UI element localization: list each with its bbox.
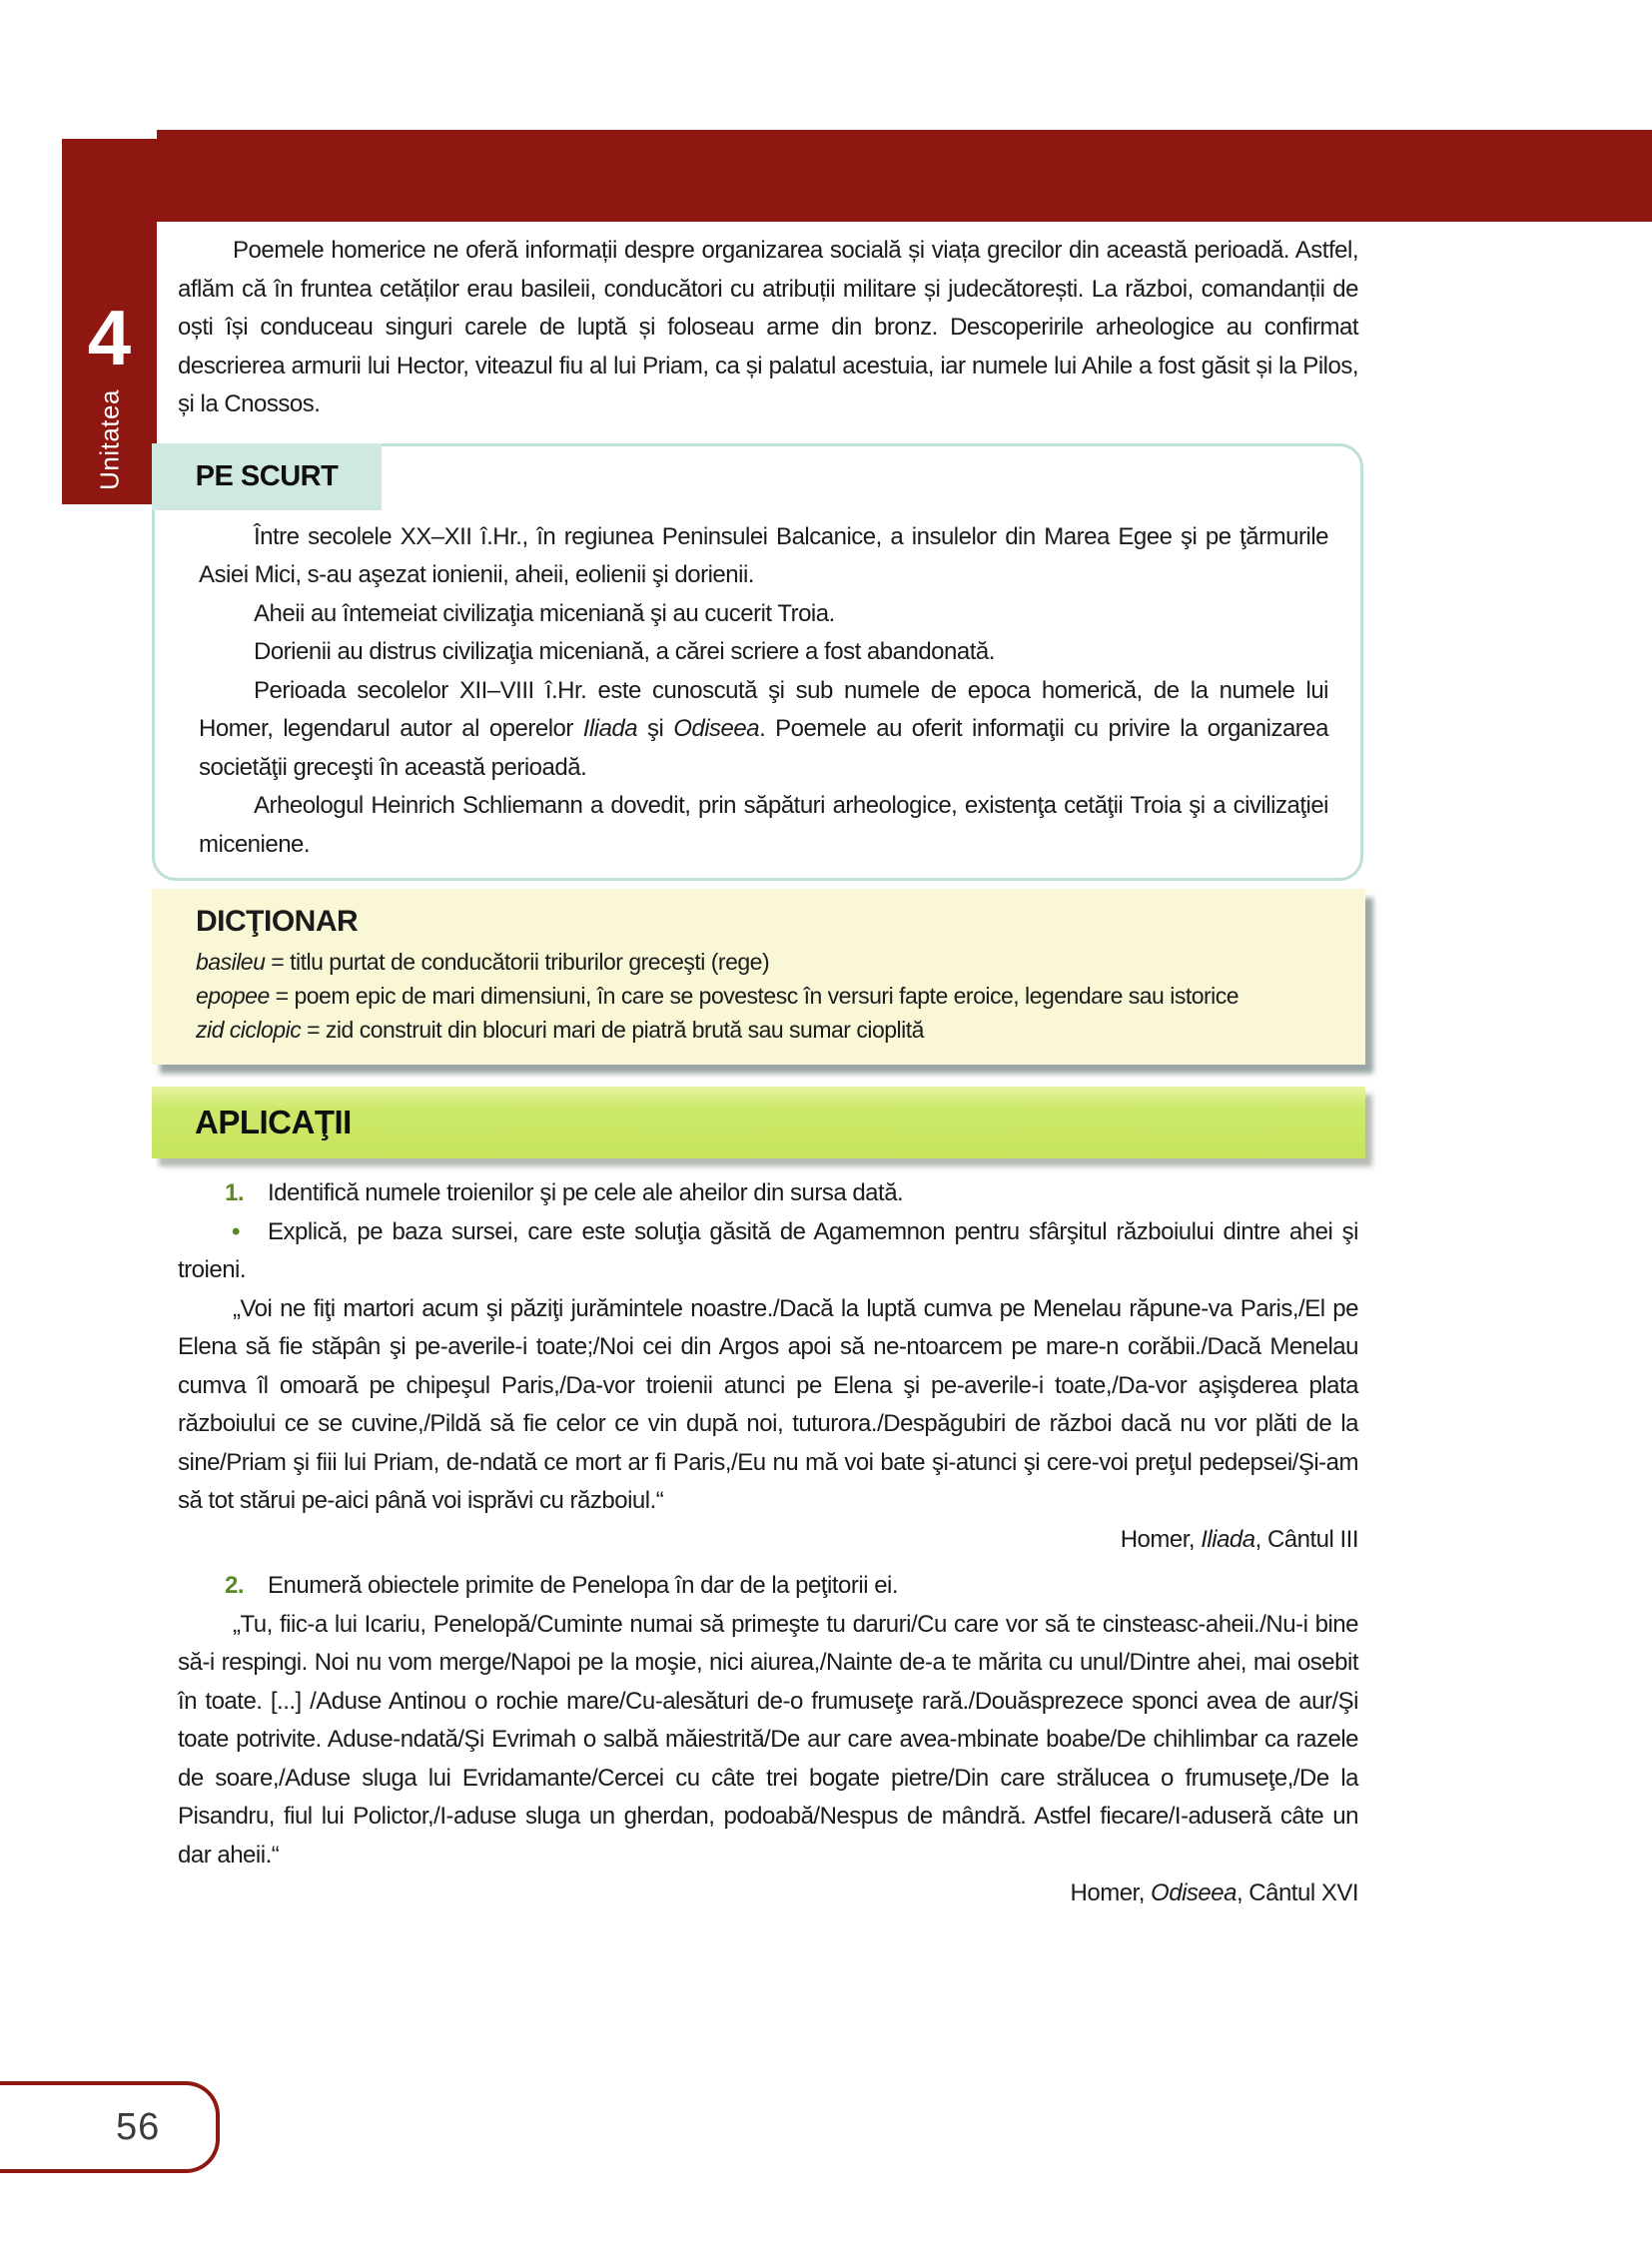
dictionar-entry: basileu = titlu purtat de conducătorii triburilor greceşti (rege) <box>196 949 770 975</box>
exercise-item-1 <box>178 1174 1358 1213</box>
pe-scurt-title: PE SCURT <box>152 443 382 510</box>
dictionar-title: DICŢIONAR <box>196 905 359 938</box>
source-odiseea <box>178 1875 1358 1913</box>
source-iliada <box>178 1521 1358 1560</box>
aplicatii-header <box>152 1087 1365 1158</box>
dictionar-entry: epopee = poem epic de mari dimensiuni, în care se povestesc în versuri fapte eroice, legendare sau istorice <box>196 983 1239 1009</box>
dictionar-entry: zid ciclopic = zid construit din blocuri mari de piatră brută sau sumar cioplită <box>196 1017 924 1043</box>
pe-scurt-content <box>155 510 1360 879</box>
pe-scurt-box <box>152 443 1363 882</box>
item-2-number: 2. <box>225 1572 245 1599</box>
unit-sidebar <box>62 139 157 504</box>
top-red-bar <box>157 130 1652 222</box>
aplicatii-content <box>178 1174 1358 1913</box>
pe-scurt-paragraph: Aheii au întemeiat civilizaţia miceniană şi au cucerit Troia. <box>254 599 835 627</box>
source-iliada-text: Homer, Iliada, Cântul III <box>1120 1525 1358 1553</box>
page-number: 56 <box>116 2105 161 2148</box>
pe-scurt-paragraph: Între secolele XX–XII î.Hr., în regiunea Peninsulei Balcanice, a insulelor din Marea Egee şi pe ţărmurile Asiei Mici, s-au aşezat ionienii, aheii, eolienii şi dorienii. <box>199 522 1328 588</box>
unit-label: Unitatea <box>94 389 124 490</box>
unit-number: 4 <box>87 294 132 381</box>
exercise-item-2 <box>178 1567 1358 1606</box>
item-1-text: Identifică numele troienilor şi pe cele ale aheilor din sursa dată. <box>268 1179 904 1206</box>
bullet-text: Explică, pe baza sursei, care este soluţia găsită de Agamemnon pentru sfârşitul războiului dintre ahei şi troieni. <box>178 1217 1358 1283</box>
quote-odiseea: „Tu, fiic-a lui Icariu, Penelopă/Cuminte numai să primeşte tu daruri/Cu care vor să te cinsteasc-aheii./Nu-i bine să-i respingi. Noi nu vom merge/Napoi pe la moşie, nici aiurea,/Nainte de-a te mărita cu unul/Dintre ahei, mai osebit în toate. [...] /Aduse Antinou o rochie mare/Cu-alesături de-o frumuseţe rară./Douăsprezece sponci avea de aur/Şi toate potrivite. Aduse-ndată/Şi Evrimah o salbă măiestrită/De aur care avea-mbinate boabe/De chihlimbar ca razele de soare,/Aduse sluga lui Evridamante/Cercei cu câte trei bogate pietre/Din care strălucea o frumuseţe,/De la Pisandru, fiul lui Polictor,/I-aduse sluga un gherdan, podoabă/Nespus de mândră. Astfel fiecare/I-aduseră câte un dar aheii.“ <box>178 1610 1358 1869</box>
exercise-bullet <box>178 1213 1358 1290</box>
dictionar-entries <box>196 945 1335 1047</box>
intro-paragraph: Poemele homerice ne oferă informații despre organizarea socială și viața grecilor din această perioadă. Astfel, aflăm că în fruntea cetăților erau basileii, conducători cu atribuții militare și judecătorești. La război, comandanții de oști își conduceau singuri carele de luptă și foloseau arme din bronz. Descoperirile arheologice au confirmat descrierea armurii lui Hector, viteazul fiu al lui Priam, ca și palatul acestuia, iar numele lui Ahile a fost găsit și la Pilos, și la Cnossos. <box>178 237 1358 417</box>
aplicatii-title: APLICAŢII <box>195 1104 352 1140</box>
page-number-tab <box>0 2081 220 2173</box>
quote-iliada: „Voi ne fiţi martori acum şi păziţi jurămintele noastre./Dacă la luptă cumva pe Menelau răpune-va Paris,/El pe Elena să fie stăpân şi pe-averile-i toate;/Noi cei din Argos apoi să ne-ntoarcem pe mare-n corăbii./Dacă Menelau cumva îl omoară pe chipeşul Paris,/Da-vor troienii atunci pe Elena şi pe-averile-i toate,/Da-vor aşişderea plata războiului ce se cuvine,/Pildă să fie celor ce vin după noi, tuturora./Despăgubiri de război dacă nu vor plăti de la sine/Priam şi fiii lui Priam, de-ndată ce mort ar fi Paris,/Eu nu mă voi bate şi-atunci şi cere-voi preţul pedepsei/Şi-am să tot stărui pe-aici până voi isprăvi cu războiul.“ <box>178 1294 1358 1514</box>
dictionar-box <box>152 889 1365 1065</box>
pe-scurt-paragraph: Perioada secolelor XII–VIII î.Hr. este cunoscută şi sub numele de epoca homerică, de la numele lui Homer, legendarul autor al operelor Iliada şi Odiseea. Poemele au oferit informaţii cu privire la organizarea societăţii greceşti în această perioadă. <box>199 676 1328 781</box>
pe-scurt-paragraph: Dorienii au distrus civilizaţia miceniană, a cărei scriere a fost abandonată. <box>254 638 995 665</box>
pe-scurt-paragraph: Arheologul Heinrich Schliemann a dovedit, prin săpături arheologice, existenţa cetăţii Troia şi a civilizaţiei miceniene. <box>199 792 1328 858</box>
bullet-icon: • <box>232 1217 240 1245</box>
item-1-number: 1. <box>225 1179 245 1206</box>
source-odiseea-text: Homer, Odiseea, Cântul XVI <box>1070 1879 1358 1906</box>
item-2-text: Enumeră obiectele primite de Penelopa în dar de la peţitorii ei. <box>268 1572 899 1599</box>
